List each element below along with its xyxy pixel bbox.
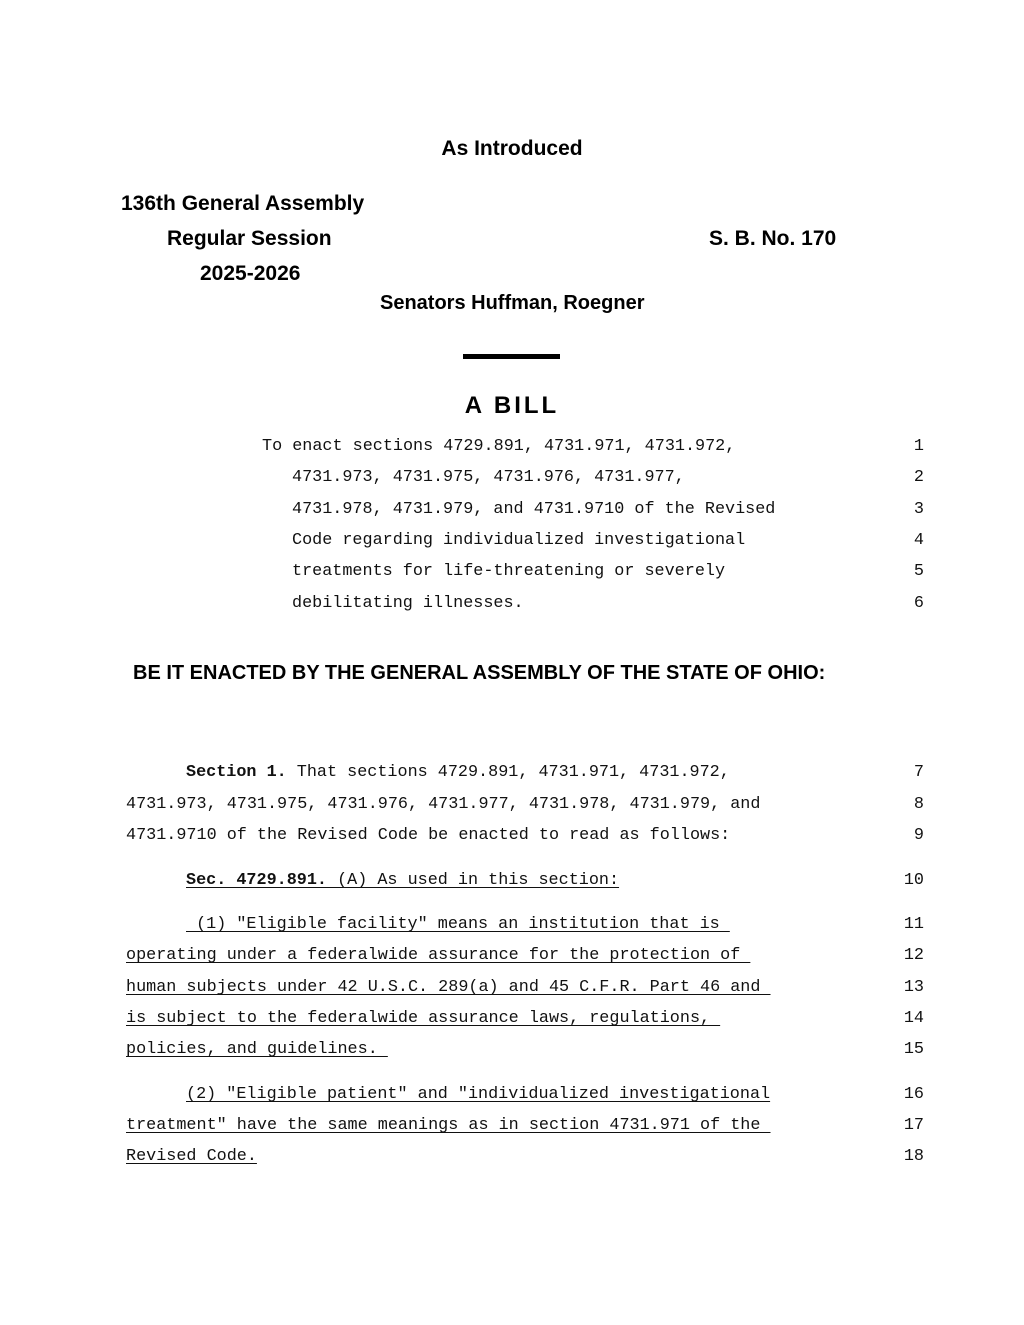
- general-assembly: 136th General Assembly: [121, 192, 365, 215]
- paragraph-line: is subject to the federalwide assurance laws, regulations,: [126, 1009, 721, 1028]
- sec-4729-891-heading: [186, 873, 619, 890]
- line-number: 13: [903, 978, 924, 997]
- enacting-clause: BE IT ENACTED BY THE GENERAL ASSEMBLY OF THE STATE OF OHIO:: [133, 662, 826, 684]
- line-number: 15: [903, 1040, 924, 1059]
- title-line: 4731.978, 4731.979, and 4731.9710 of the Revised: [292, 500, 776, 519]
- line-number: 2: [913, 468, 924, 487]
- title-line: debilitating illnesses.: [292, 594, 524, 613]
- title-line: Code regarding individualized investigational: [292, 531, 746, 550]
- title-line: treatments for life-threatening or severely: [292, 562, 726, 581]
- regular-session: Regular Session: [167, 227, 332, 250]
- section-1-line: [186, 765, 730, 782]
- bill-number: S. B. No. 170: [709, 227, 837, 250]
- sec-4729-891-text: (A) As used in this section:: [327, 871, 620, 890]
- line-number: 9: [913, 826, 924, 845]
- line-number: 4: [913, 531, 924, 550]
- section-1-text: That sections 4729.891, 4731.971, 4731.972,: [286, 763, 730, 782]
- header-divider: [463, 354, 560, 359]
- paragraph-line: Revised Code.: [126, 1147, 257, 1166]
- paragraph-line: operating under a federalwide assurance for the protection of: [126, 946, 751, 965]
- paragraph-line: policies, and guidelines.: [126, 1040, 388, 1059]
- paragraph-line: (2) "Eligible patient" and "individualized investigational: [186, 1085, 771, 1104]
- section-1-line: 4731.9710 of the Revised Code be enacted to read as follows:: [126, 826, 731, 845]
- section-1-line: 4731.973, 4731.975, 4731.976, 4731.977, 4731.978, 4731.979, and: [126, 795, 761, 814]
- bill-heading: A BILL: [464, 392, 560, 419]
- line-number: 3: [913, 500, 924, 519]
- line-number: 16: [903, 1085, 924, 1104]
- session-years: 2025-2026: [200, 262, 301, 285]
- line-number: 14: [903, 1009, 924, 1028]
- paragraph-line: human subjects under 42 U.S.C. 289(a) and 45 C.F.R. Part 46 and: [126, 978, 771, 997]
- line-number: 6: [913, 594, 924, 613]
- paragraph-line: treatment" have the same meanings as in section 4731.971 of the: [126, 1116, 771, 1135]
- line-number: 12: [903, 946, 924, 965]
- paragraph-line: (1) "Eligible facility" means an institution that is: [186, 915, 730, 934]
- sec-4729-891-label: Sec. 4729.891.: [186, 871, 327, 890]
- line-number: 8: [913, 795, 924, 814]
- line-number: 7: [913, 763, 924, 782]
- bill-sponsors: Senators Huffman, Roegner: [380, 292, 645, 314]
- section-1-label: Section 1.: [186, 763, 287, 782]
- line-number: 11: [903, 915, 924, 934]
- line-number: 17: [903, 1116, 924, 1135]
- title-line: To enact sections 4729.891, 4731.971, 4731.972,: [262, 437, 736, 456]
- line-number: 5: [913, 562, 924, 581]
- line-number: 1: [913, 437, 924, 456]
- title-line: 4731.973, 4731.975, 4731.976, 4731.977,: [292, 468, 685, 487]
- line-number: 18: [903, 1147, 924, 1166]
- line-number: 10: [903, 871, 924, 890]
- bill-status: As Introduced: [441, 137, 583, 160]
